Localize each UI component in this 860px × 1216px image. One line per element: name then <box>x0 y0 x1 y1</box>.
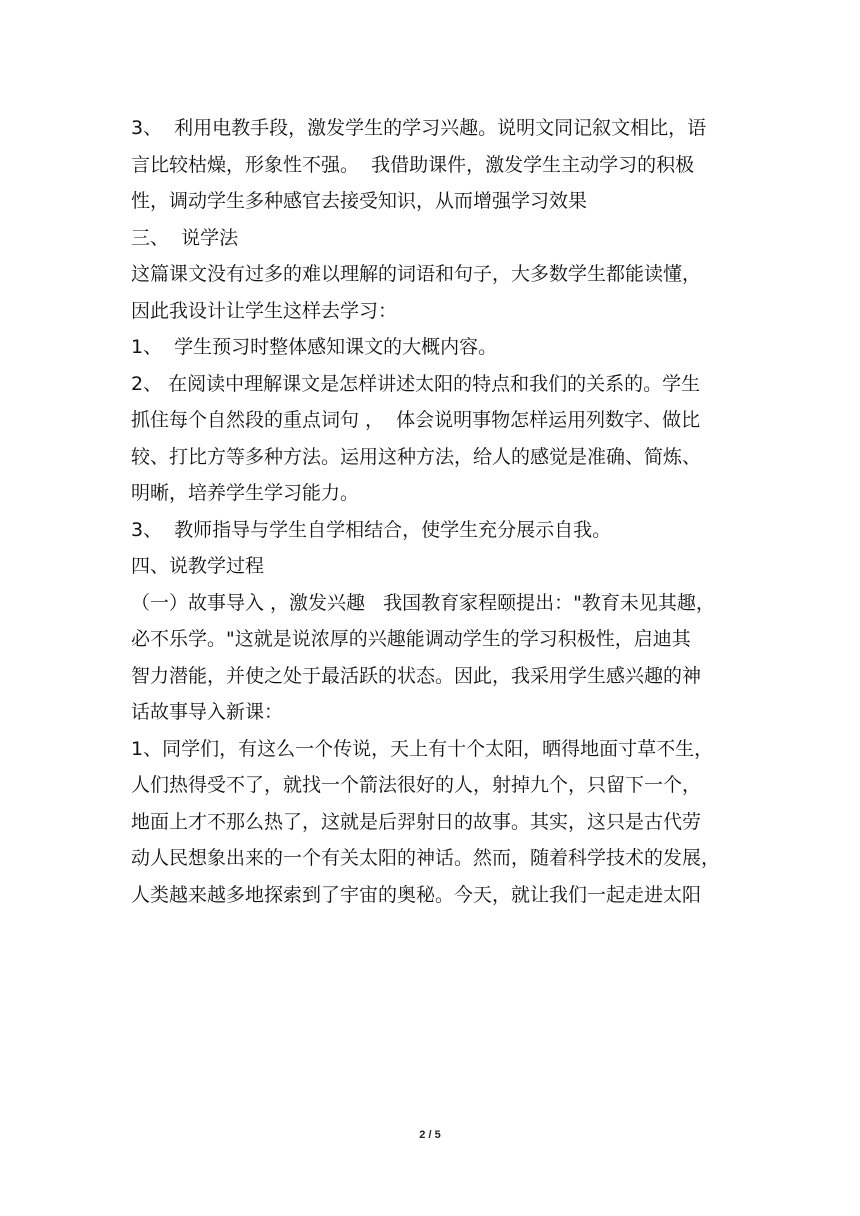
text-line: 2、 在阅读中理解课文是怎样讲述太阳的特点和我们的关系的。学生 <box>131 372 701 395</box>
text-line: 这篇课文没有过多的难以理解的词语和句子，大多数学生都能读懂， <box>131 263 702 285</box>
text-line: 1、 学生预习时整体感知课文的大概内容。 <box>131 336 498 358</box>
text-line: 言比较枯燥，形象性不强。 我借助课件，激发学生主动学习的积极 <box>131 153 695 176</box>
text-line: 人们热得受不了，就找一个箭法很好的人，射掉九个，只留下一个， <box>131 774 702 796</box>
text-line: （一）故事导入 ，激发兴趣 我国教育家程颐提出："教育未见其趣， <box>131 591 715 614</box>
text-line: 必不乐学。"这就是说浓厚的兴趣能调动学生的学习积极性，启迪其 <box>131 628 691 650</box>
text-line: 动人民想象出来的一个有关太阳的神话。然而，随着科学技术的发展， <box>131 847 721 869</box>
text-line: 抓住每个自然段的重点词句 ， 体会说明事物怎样运用列数字、做比 <box>131 409 701 431</box>
text-line: 3、 教师指导与学生自学相结合，使学生充分展示自我。 <box>131 518 612 541</box>
text-line: 明晰，培养学生学习能力。 <box>131 482 360 504</box>
section-heading: 四、说教学过程 <box>131 555 265 577</box>
text-line: 地面上才不那么热了，这就是后羿射日的故事。其实，这只是古代劳 <box>131 810 702 833</box>
text-line: 人类越来越多地探索到了宇宙的奥秘。今天，就让我们一起走进太阳 <box>131 883 702 906</box>
text-line: 智力潜能，并使之处于最活跃的状态。因此，我采用学生感兴趣的神 <box>131 664 702 687</box>
text-line: 因此我设计让学生这样去学习： <box>131 299 398 322</box>
text-line: 1、同学们，有这么一个传说，天上有十个太阳，晒得地面寸草不生， <box>131 737 714 760</box>
document-body <box>131 110 731 913</box>
text-line: 话故事导入新课： <box>131 701 284 723</box>
text-line: 较、打比方等多种方法。运用这种方法，给人的感觉是准确、简炼、 <box>131 445 702 468</box>
page-number: 2 / 5 <box>419 1129 441 1141</box>
text-line: 3、 利用电教手段，激发学生的学习兴趣。说明文同记叙文相比，语 <box>131 117 707 139</box>
text-line: 性，调动学生多种感官去接受知识，从而增强学习效果 <box>131 190 588 212</box>
section-heading: 三、 说学法 <box>131 226 239 249</box>
